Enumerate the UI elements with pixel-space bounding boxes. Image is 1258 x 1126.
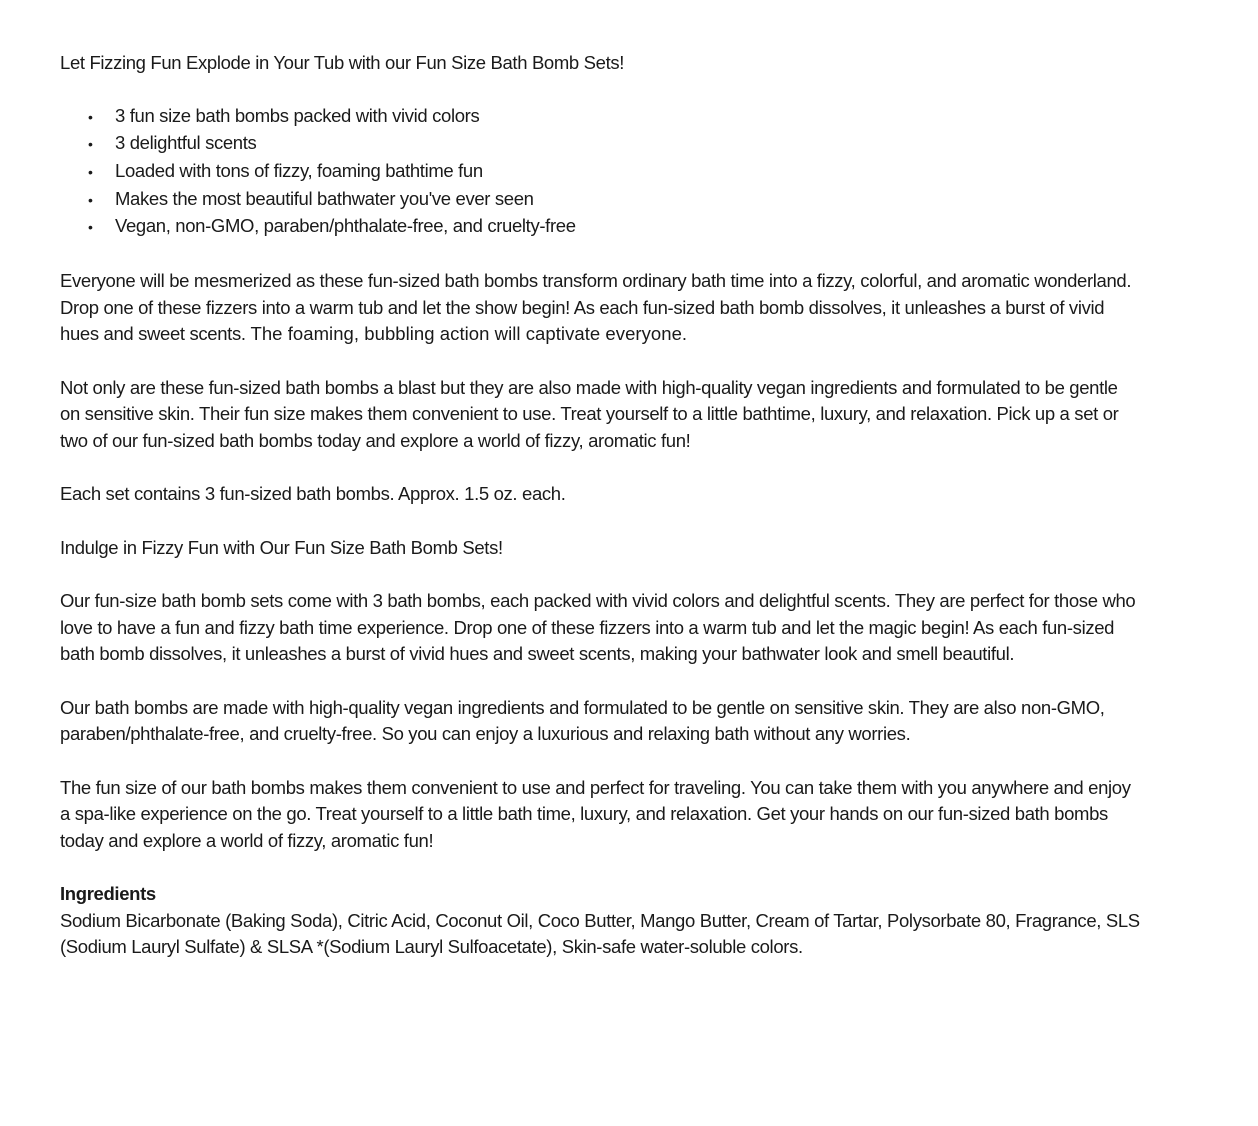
bullet-text: Makes the most beautiful bathwater you've ever seen: [115, 187, 534, 209]
bullet-icon: •: [88, 136, 93, 153]
subtitle-indulge: Indulge in Fizzy Fun with Our Fun Size Bath Bomb Sets!: [60, 536, 503, 558]
list-item: [60, 103, 1142, 131]
paragraph-mesmerized-main: Everyone will be mesmerized as these fun-sized bath bombs transform ordinary bath time into a fizzy, colorful, and aromatic wonderland. Drop one of these fizzers into a warm tub and let the show begin! As each fun-sized bath bomb dissolves, it unleashes a burst of vivid hues and sweet scents.: [60, 270, 1132, 345]
list-item: [60, 186, 1142, 214]
paragraph-ingredient-quality: Our bath bombs are made with high-quality vegan ingredients and formulated to be gentle on sensitive skin. They are also non-GMO, paraben/phthalate-free, and cruelty-free. So you can enjoy a luxurious and relaxing bath without any worries.: [60, 696, 1105, 745]
bullet-icon: •: [88, 191, 93, 208]
paragraph-travel-convenience: The fun size of our bath bombs makes them convenient to use and perfect for traveling. You can take them with you anywhere and enjoy a spa-like experience on the go. Treat yourself to a little bath time, luxury, and relaxation. Get your hands on our fun-sized bath bombs today and explore a world of fizzy, aromatic fun!: [60, 776, 1131, 851]
bullet-text: Vegan, non-GMO, paraben/phthalate-free, and cruelty-free: [115, 215, 576, 237]
bullet-icon: •: [88, 163, 93, 180]
paragraph-sets-description: Our fun-size bath bomb sets come with 3 bath bombs, each packed with vivid colors and delightful scents. They are perfect for those who love to have a fun and fizzy bath time experience. Drop one of these fizzers into a warm tub and let the magic begin! As each fun-sized bath bomb dissolves, it unleashes a burst of vivid hues and sweet scents, making your bathwater look and smell beautiful.: [60, 590, 1136, 665]
ingredients-list: Sodium Bicarbonate (Baking Soda), Citric Acid, Coconut Oil, Coco Butter, Mango Butter, Cream of Tartar, Polysorbate 80, Fragrance, SLS (Sodium Lauryl Sulfate) & SLSA *(Sodium Lauryl Sulfoacetate), Skin-safe water-soluble colors.: [60, 909, 1140, 958]
bullet-text: 3 fun size bath bombs packed with vivid colors: [115, 104, 480, 126]
list-item: [60, 158, 1142, 186]
list-item: [60, 130, 1142, 158]
bullet-icon: •: [88, 108, 93, 125]
page-title: Let Fizzing Fun Explode in Your Tub with our Fun Size Bath Bomb Sets!: [60, 52, 625, 73]
ingredients-heading: Ingredients: [60, 883, 156, 905]
list-item: [60, 213, 1142, 241]
paragraph-mesmerized: [60, 268, 1140, 348]
feature-bullet-list: [60, 103, 1142, 242]
set-contents-line: Each set contains 3 fun-sized bath bombs. Approx. 1.5 oz. each.: [60, 483, 566, 505]
bullet-text: 3 delightful scents: [115, 132, 257, 154]
paragraph-mesmerized-tail: The foaming, bubbling action will captivate everyone.: [245, 323, 688, 345]
bullet-icon: •: [88, 219, 93, 236]
bullet-text: Loaded with tons of fizzy, foaming bathtime fun: [115, 159, 483, 181]
paragraph-vegan-quality: Not only are these fun-sized bath bombs a blast but they are also made with high-quality vegan ingredients and formulated to be gentle on sensitive skin. Their fun size makes them convenient to use. Treat yourself to a little bathtime, luxury, and relaxation. Pick up a set or two of our fun-sized bath bombs today and explore a world of fizzy, aromatic fun!: [60, 376, 1119, 451]
